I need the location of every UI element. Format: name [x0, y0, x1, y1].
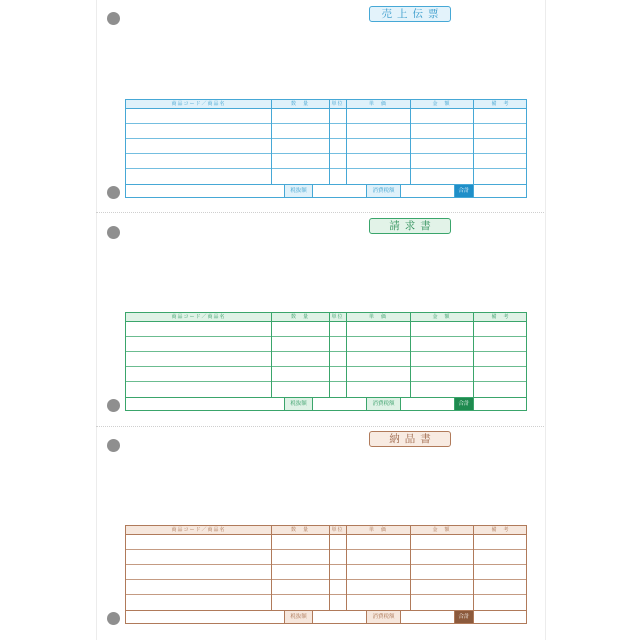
col-header-unit-price: 単 価: [368, 101, 387, 107]
consumption-tax-label: 消費税額: [367, 398, 400, 410]
col-header-product: 商品コード／商品名: [171, 101, 226, 107]
col-header-amount: 金 額: [432, 101, 451, 107]
punch-hole-icon: [107, 439, 120, 452]
consumption-tax-label: 消費税額: [367, 185, 400, 197]
col-header-unit: 単位: [331, 314, 344, 320]
col-header-remarks: 備 考: [491, 101, 510, 107]
col-header-amount: 金 額: [432, 314, 451, 320]
perforation-line: [96, 426, 544, 427]
col-header-quantity: 数 量: [290, 101, 309, 107]
punch-hole-icon: [107, 399, 120, 412]
total-label: 合計: [455, 398, 473, 410]
table-header: [126, 100, 526, 109]
col-header-unit: 単位: [331, 527, 344, 533]
col-header-quantity: 数 量: [290, 314, 309, 320]
punch-hole-icon: [107, 186, 120, 199]
col-header-remarks: 備 考: [491, 527, 510, 533]
punch-hole-icon: [107, 612, 120, 625]
tax-excluded-label: 税抜額: [285, 611, 312, 623]
total-label: 合計: [455, 611, 473, 623]
col-header-unit: 単位: [331, 101, 344, 107]
col-header-product: 商品コード／商品名: [171, 527, 226, 533]
invoice-table: [125, 312, 527, 411]
col-header-unit-price: 単 価: [368, 527, 387, 533]
col-header-amount: 金 額: [432, 527, 451, 533]
col-header-unit-price: 単 価: [368, 314, 387, 320]
delivery-note-table: [125, 525, 527, 624]
punch-hole-icon: [107, 226, 120, 239]
consumption-tax-label: 消費税額: [367, 611, 400, 623]
col-header-quantity: 数 量: [290, 527, 309, 533]
total-label: 合計: [455, 185, 473, 197]
tax-excluded-label: 税抜額: [285, 185, 312, 197]
perforation-line: [96, 212, 544, 213]
sales-slip-table: [125, 99, 527, 198]
tax-excluded-label: 税抜額: [285, 398, 312, 410]
table-header: [126, 313, 526, 322]
punch-hole-icon: [107, 12, 120, 25]
table-header: [126, 526, 526, 535]
form-title-delivery-note: 納品書: [369, 431, 451, 447]
form-title-invoice: 請求書: [369, 218, 451, 234]
col-header-product: 商品コード／商品名: [171, 314, 226, 320]
col-header-remarks: 備 考: [491, 314, 510, 320]
form-title-sales-slip: 売上伝票: [369, 6, 451, 22]
